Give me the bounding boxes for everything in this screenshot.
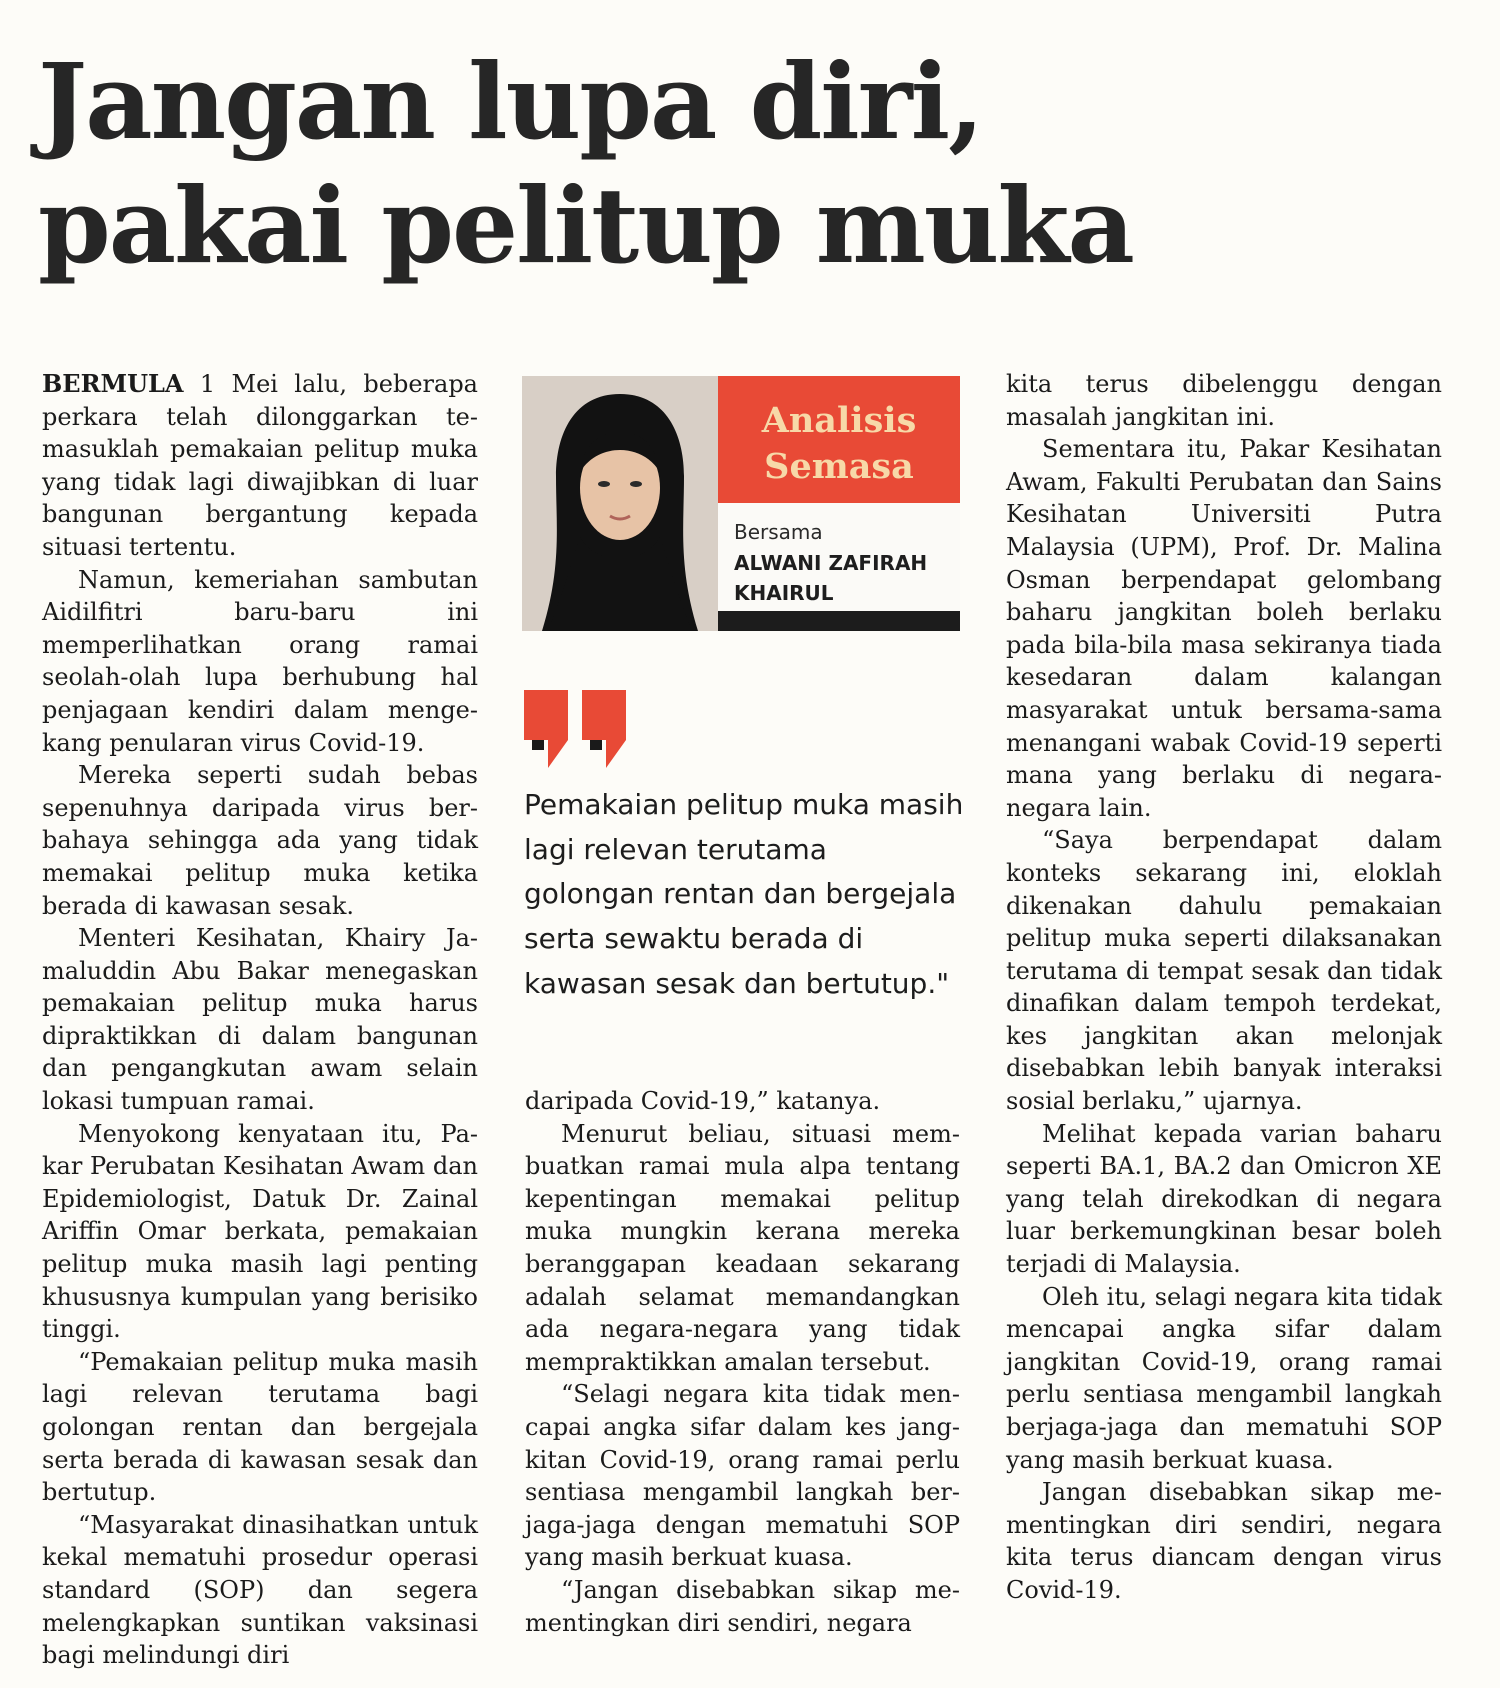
byline-author-line-2: KHAIRUL — [734, 581, 834, 605]
quote-marks-icon — [524, 690, 634, 770]
column-title-line-2: Semasa — [764, 446, 914, 487]
byline-author-line-1: ALWANI ZAFIRAH — [734, 551, 928, 575]
paragraph-5: Menyokong kenyataan itu, Pakar Perubatan Kesihatan Awam dan Epidemiologist, Datuk Dr. Zainal Ariffin Omar berkata, pemakaian pelitup muka masih lagi penting khususnya kumpulan yang berisiko tinggi. — [42, 1119, 478, 1344]
pull-quote: Pemakaian pelitup muka masih lagi relevan terutama golongan rentan dan bergejala serta sewaktu berada di kawasan sesak dan bertutup." — [524, 788, 964, 1000]
headline — [38, 40, 1478, 288]
article-column-3 — [1006, 368, 1442, 1607]
paragraph-6: “Pemakaian pelitup muka masih lagi relevan terutama bagi golongan rentan dan bergejala serta berada di kawasan sesak dan bertutup. — [42, 1347, 478, 1507]
paragraph-6: Jangan disebabkan sikap mementingkan diri sendiri, negara kita terus diancam dengan virus Covid-19. — [1006, 1478, 1442, 1604]
paragraph-1 — [42, 368, 478, 564]
paragraph-3: “Saya berpendapat dalam konteks sekarang ini, eloklah dikenakan dahulu pemakaian pelitup muka seperti dilaksanakan terutama di tempat sesak dan tidak dinafikan dalam tempoh terdekat, kes jangkitan akan melonjak disebabkan lebih banyak interaksi sosial berlaku,” ujarnya. — [1006, 826, 1442, 1116]
paragraph-3: “Selagi negara kita tidak mencapai angka sifar dalam kes jangkitan Covid-19, orang ramai perlu sentiasa mengambil langkah berjaga-jaga dengan mematuhi SOP yang masih berkuat kuasa. — [525, 1380, 960, 1572]
paragraph-1: daripada Covid-19,” katanya. — [525, 1087, 881, 1115]
column-title — [734, 398, 944, 490]
headline-line-1: Jangan lupa diri, — [38, 40, 983, 163]
byline-rule — [718, 611, 960, 631]
byline-author — [734, 548, 958, 608]
article-column-2 — [525, 1085, 960, 1639]
paragraph-1-text: 1 Mei lalu, beberapa perkara telah dilonggarkan temasuklah pemakaian pelitup muka yang tidak lagi diwajibkan di luar bangunan bergantung kepada situasi tertentu. — [42, 370, 478, 561]
paragraph-4: Melihat kepada varian baharu seperti BA.1, BA.2 dan Omicron XE yang telah direkodkan di negara luar berkemungkinan besar boleh terjadi di Malaysia. — [1006, 1119, 1442, 1279]
byline-with-label: Bersama — [734, 520, 823, 544]
paragraph-4: Menteri Kesihatan, Khairy Jamaluddin Abu Bakar menegaskan pemakaian pelitup muka harus dipraktikkan di dalam bangunan dan pengangkutan awam selain lokasi tumpuan ramai. — [42, 924, 478, 1116]
column-title-line-1: Analisis — [761, 400, 917, 441]
article-column-1 — [42, 368, 478, 1672]
paragraph-2: Menurut beliau, situasi membuatkan ramai mula alpa tentang kepentingan memakai pelitup muka mungkin kerana mereka beranggapan keadaan sekarang adalah selamat memandangkan ada negara-negara yang tidak mempraktikkan amalan tersebut. — [525, 1119, 960, 1376]
headline-line-2: pakai pelitup muka — [38, 164, 1133, 287]
paragraph-2: Namun, kemeriahan sambutan Aidilfitri baru-baru ini memperlihatkan orang ramai seolah-olah lupa berhubung hal penjagaan kendiri dalam mengekang penularan virus Covid-19. — [42, 565, 478, 757]
paragraph-7: “Masyarakat dinasihatkan untuk kekal mematuhi prosedur operasi standard (SOP) dan segera melengkapkan suntikan vaksinasi bagi melindungi diri — [42, 1510, 478, 1670]
paragraph-5: Oleh itu, selagi negara kita tidak mencapai angka sifar dalam jangkitan Covid-19, orang ramai perlu sentiasa mengambil langkah berjaga-jaga dan mematuhi SOP yang masih berkuat kuasa. — [1006, 1282, 1442, 1474]
author-photo — [522, 376, 718, 631]
paragraph-1: kita terus dibelenggu dengan masalah jangkitan ini. — [1006, 370, 1442, 431]
paragraph-2: Sementara itu, Pakar Kesihatan Awam, Fakulti Perubatan dan Sains Kesihatan Universiti Putra Malaysia (UPM), Prof. Dr. Malina Osman berpendapat gelombang baharu jangkitan boleh berlaku pada bila-bila masa sekiranya tiada kesedaran dalam kalangan masyarakat untuk bersama-sama menangani wabak Covid-19 seperti mana yang berlaku di negara-negara lain. — [1006, 435, 1442, 822]
paragraph-4: “Jangan disebabkan sikap mementingkan diri sendiri, negara — [525, 1575, 960, 1637]
lead-word: BERMULA — [42, 369, 184, 398]
paragraph-3: Mereka seperti sudah bebas sepenuhnya daripada virus berbahaya sehingga ada yang tidak memakai pelitup muka ketika berada di kawasan sesak. — [42, 761, 478, 920]
